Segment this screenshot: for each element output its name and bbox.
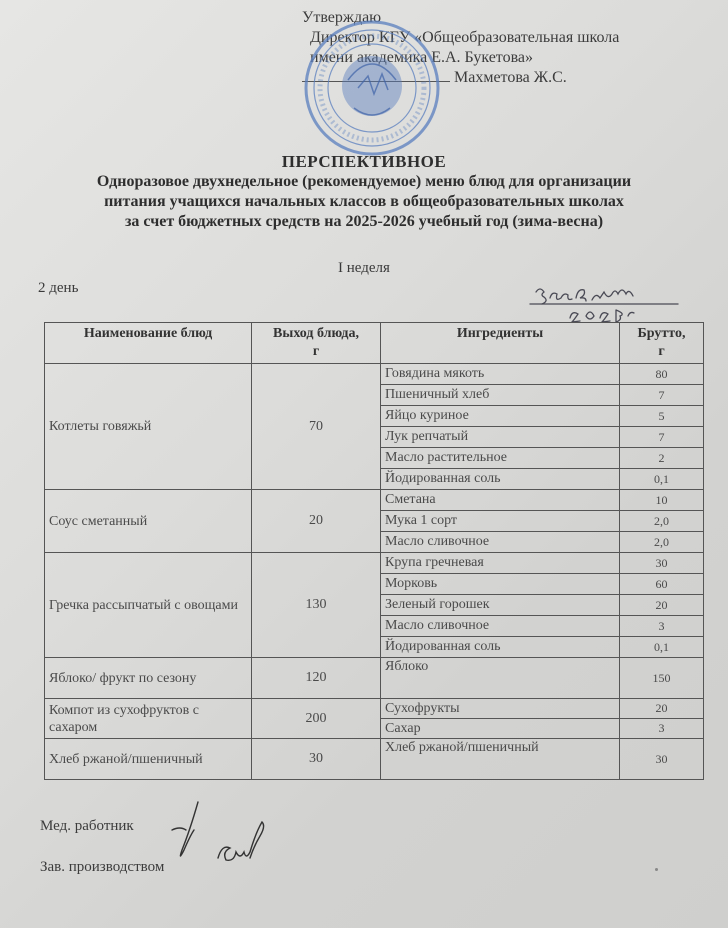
- dish-yield: 130: [252, 553, 381, 658]
- dish-name: Компот из сухофруктов с сахаром: [45, 699, 252, 739]
- header-dish-label: Наименование блюд: [83, 326, 213, 341]
- title-line-3: за счет бюджетных средств на 2025-2026 учебный год (зима-весна): [124, 213, 604, 230]
- ingredient-gross: 30: [620, 553, 704, 574]
- ingredient-gross: 10: [620, 490, 704, 511]
- medic-signature: [160, 800, 210, 868]
- table-header-row: [45, 323, 704, 364]
- ingredient-name: Яйцо куриное: [381, 406, 620, 427]
- title-line-1: Одноразовое двухнедельное (рекомендуемое) меню блюд для организации: [96, 173, 632, 190]
- ingredient-name: Мука 1 сорт: [381, 511, 620, 532]
- ingredient-gross: 20: [620, 699, 704, 719]
- ingredient-name: Масло сливочное: [381, 532, 620, 553]
- ingredient-gross: 30: [620, 739, 704, 780]
- header-yield-label: Выход блюда,: [273, 326, 359, 341]
- ingredient-gross: 3: [620, 616, 704, 637]
- menu-table: [44, 322, 704, 780]
- ingredient-name: Лук репчатый: [381, 427, 620, 448]
- ingredient-name: Сахар: [381, 719, 620, 739]
- ingredient-name: Яблоко: [381, 658, 620, 699]
- ingredient-name: Масло сливочное: [381, 616, 620, 637]
- ingredient-gross: 0,1: [620, 469, 704, 490]
- official-stamp: [284, 18, 460, 156]
- ingredient-name: Масло растительное: [381, 448, 620, 469]
- table-row: [45, 699, 704, 719]
- header-dish: [45, 323, 252, 364]
- ingredient-gross: 60: [620, 574, 704, 595]
- ingredient-gross: 7: [620, 385, 704, 406]
- ingredient-gross: 5: [620, 406, 704, 427]
- table-row: [45, 553, 704, 574]
- dish-name: Котлеты говяжьй: [45, 364, 252, 490]
- approval-line-2: Директор КГУ «Общеобразовательная школа: [310, 29, 620, 46]
- table-row: [45, 490, 704, 511]
- day-label: 2 день: [38, 280, 79, 296]
- ingredient-name: Зеленый горошек: [381, 595, 620, 616]
- ingredient-gross: 2,0: [620, 532, 704, 553]
- week-label: I неделя: [338, 260, 390, 276]
- header-ingredients: [381, 323, 620, 364]
- ingredient-name: Хлеб ржаной/пшеничный: [381, 739, 620, 780]
- header-yield: [252, 323, 381, 364]
- dish-name: Яблоко/ фрукт по сезону: [45, 658, 252, 699]
- ingredient-gross: 7: [620, 427, 704, 448]
- ingredient-name: Крупа гречневая: [381, 553, 620, 574]
- dish-name: Гречка рассыпчатый с овощами: [45, 553, 252, 658]
- header-gross-unit: г: [658, 344, 665, 359]
- ingredient-gross: 2,0: [620, 511, 704, 532]
- document-title: [0, 152, 728, 232]
- dish-yield: 70: [252, 364, 381, 490]
- ingredient-name: Йодированная соль: [381, 637, 620, 658]
- table-row: [45, 658, 704, 699]
- dish-yield: 120: [252, 658, 381, 699]
- dish-yield: 200: [252, 699, 381, 739]
- dish-yield: 20: [252, 490, 381, 553]
- table-row: [45, 739, 704, 780]
- ingredient-name: Сметана: [381, 490, 620, 511]
- ingredient-name: Сухофрукты: [381, 699, 620, 719]
- ingredient-gross: 80: [620, 364, 704, 385]
- menu-table-body: [45, 364, 704, 780]
- production-head-label: Зав. производством: [40, 859, 165, 875]
- production-head-signature: [212, 818, 282, 878]
- ingredient-gross: 20: [620, 595, 704, 616]
- header-gross: [620, 323, 704, 364]
- page-mark: [655, 868, 658, 871]
- ingredient-name: Говядина мякоть: [381, 364, 620, 385]
- header-yield-unit: г: [312, 344, 320, 359]
- approval-signatory: Махметова Ж.С.: [454, 69, 567, 86]
- approval-line-3: имени академика Е.А. Букетова»: [310, 49, 534, 66]
- ingredient-name: Йодированная соль: [381, 469, 620, 490]
- dish-yield: 30: [252, 739, 381, 780]
- title-heading: ПЕРСПЕКТИВНОЕ: [281, 152, 447, 171]
- ingredient-gross: 2: [620, 448, 704, 469]
- header-ingredients-label: Ингредиенты: [456, 326, 544, 341]
- ingredient-gross: 0,1: [620, 637, 704, 658]
- dish-name: Соус сметанный: [45, 490, 252, 553]
- header-gross-label: Брутто,: [637, 326, 686, 341]
- ingredient-gross: 3: [620, 719, 704, 739]
- ingredient-name: Пшеничный хлеб: [381, 385, 620, 406]
- approval-line-1: Утверждаю: [302, 9, 382, 26]
- medic-label: Мед. работник: [40, 818, 134, 834]
- title-line-2: питания учащихся начальных классов в общеобразовательных школах: [104, 193, 624, 210]
- table-row: [45, 364, 704, 385]
- ingredient-gross: 150: [620, 658, 704, 699]
- dish-name: Хлеб ржаной/пшеничный: [45, 739, 252, 780]
- ingredient-name: Морковь: [381, 574, 620, 595]
